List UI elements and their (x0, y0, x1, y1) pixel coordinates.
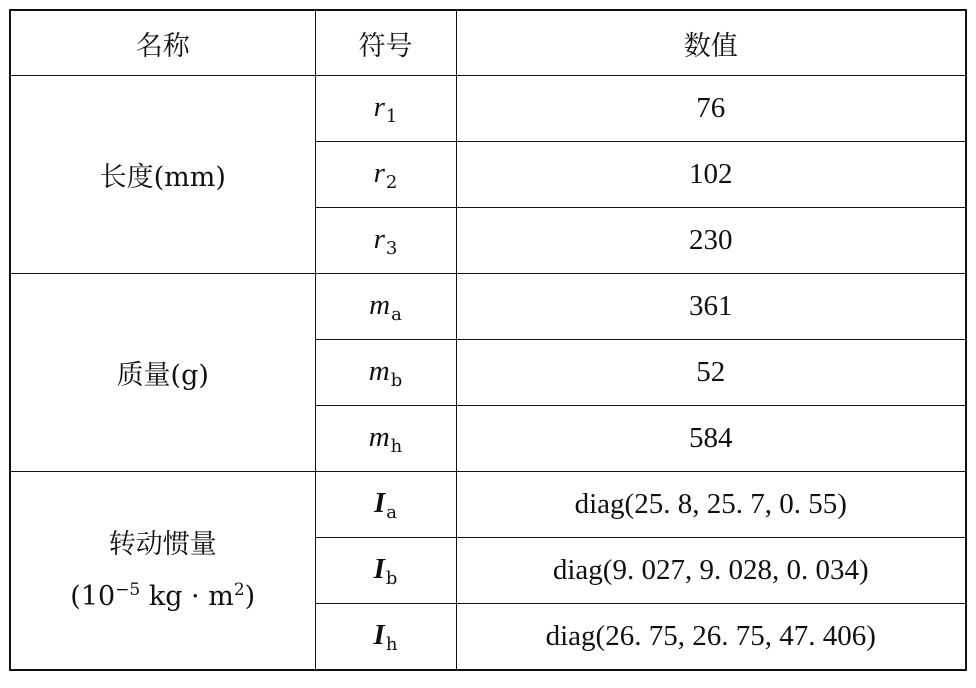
header-value: 数值 (456, 10, 966, 76)
symbol-subscript: h (390, 435, 403, 457)
symbol-subscript: a (386, 501, 398, 523)
symbol-letter: r (373, 90, 385, 123)
symbol-letter: r (373, 156, 385, 189)
value-cell: 584 (456, 406, 966, 472)
inertia-unit (11, 571, 315, 622)
symbol-cell (315, 208, 456, 274)
symbol-letter: I (373, 618, 385, 651)
header-symbol: 符号 (315, 10, 456, 76)
table-row (10, 472, 966, 538)
value-cell: diag(9. 027, 9. 028, 0. 034) (456, 538, 966, 604)
table-row (10, 274, 966, 340)
symbol-cell (315, 472, 456, 538)
symbol-cell (315, 76, 456, 142)
value-cell: 361 (456, 274, 966, 340)
symbol-letter: I (373, 486, 386, 519)
inertia-label: 转动惯量 (108, 529, 217, 561)
symbol-subscript: a (391, 303, 402, 325)
parameter-table-container (9, 9, 967, 671)
symbol-subscript: 3 (385, 237, 398, 259)
symbol-letter: r (373, 222, 385, 255)
symbol-subscript: b (385, 567, 398, 589)
unit-prefix: (10 (70, 580, 116, 612)
unit-exponent: −5 (115, 579, 141, 600)
symbol-letter: m (368, 420, 390, 453)
symbol-subscript: 1 (385, 105, 398, 127)
symbol-letter: I (373, 552, 385, 585)
group-name-inertia (10, 472, 315, 671)
unit-body: kg · m (140, 580, 234, 612)
header-name: 名称 (10, 10, 315, 76)
group-name-length: 长度(mm) (10, 76, 315, 274)
symbol-letter: m (368, 354, 390, 387)
value-cell: 102 (456, 142, 966, 208)
value-cell: 52 (456, 340, 966, 406)
symbol-cell (315, 340, 456, 406)
value-cell: diag(26. 75, 26. 75, 47. 406) (456, 604, 966, 671)
parameter-table (9, 9, 967, 671)
value-cell: 76 (456, 76, 966, 142)
symbol-cell (315, 142, 456, 208)
header-row (10, 10, 966, 76)
table-row (10, 76, 966, 142)
symbol-cell (315, 604, 456, 671)
symbol-cell (315, 274, 456, 340)
group-name-mass: 质量(g) (10, 274, 315, 472)
symbol-cell (315, 538, 456, 604)
symbol-letter: m (369, 288, 391, 321)
symbol-cell (315, 406, 456, 472)
unit-square: 2 (233, 579, 245, 600)
symbol-subscript: 2 (385, 171, 398, 193)
unit-suffix: ) (244, 580, 256, 612)
value-cell: diag(25. 8, 25. 7, 0. 55) (456, 472, 966, 538)
value-cell: 230 (456, 208, 966, 274)
symbol-subscript: h (385, 633, 398, 655)
symbol-subscript: b (390, 369, 403, 391)
